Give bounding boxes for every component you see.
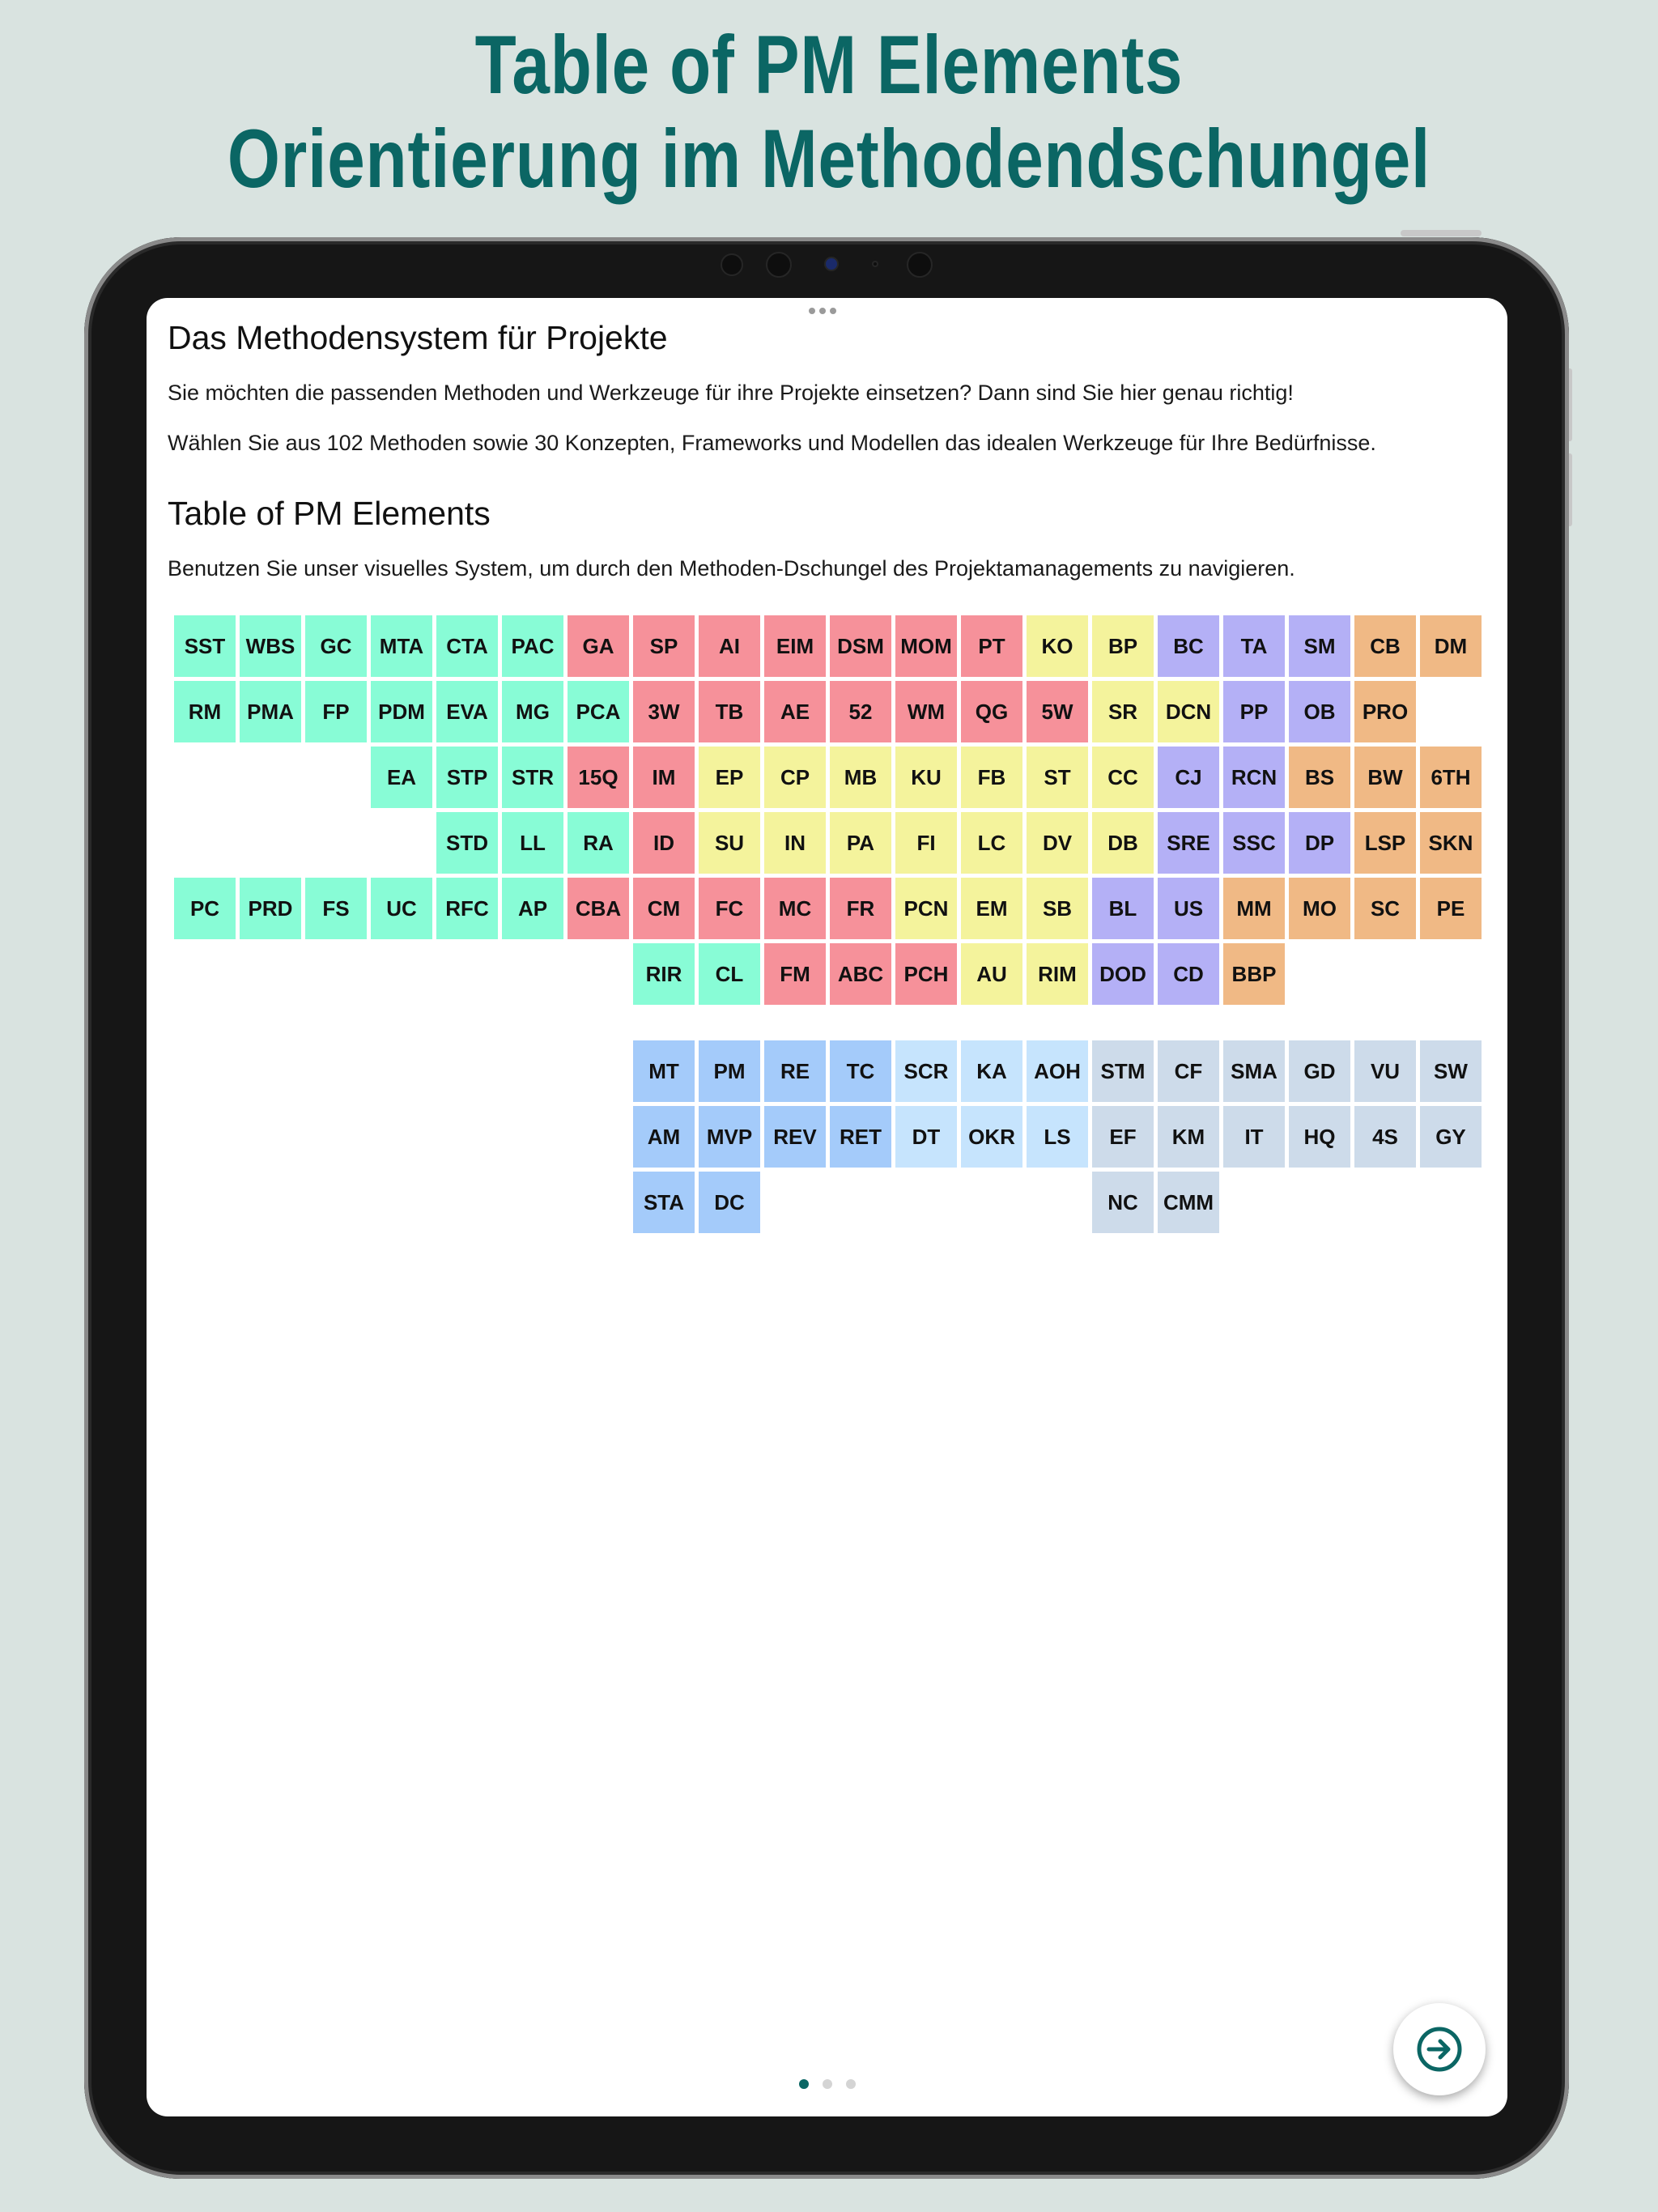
element-tile-5w[interactable]: 5W — [1027, 681, 1088, 742]
element-tile-cb[interactable]: CB — [1354, 615, 1416, 677]
element-tile-pdm[interactable]: PDM — [371, 681, 432, 742]
element-tile-mg[interactable]: MG — [502, 681, 563, 742]
element-tile-re[interactable]: RE — [764, 1040, 826, 1102]
element-tile-ko[interactable]: KO — [1027, 615, 1088, 677]
sensor-icon — [907, 252, 933, 278]
element-tile-pp[interactable]: PP — [1223, 681, 1285, 742]
element-tile-dv[interactable]: DV — [1027, 812, 1088, 874]
element-tile-cl[interactable]: CL — [699, 943, 760, 1005]
element-tile-ls[interactable]: LS — [1027, 1106, 1088, 1168]
element-tile-ssc[interactable]: SSC — [1223, 812, 1285, 874]
element-tile-pe[interactable]: PE — [1420, 878, 1482, 939]
element-tile-lsp[interactable]: LSP — [1354, 812, 1416, 874]
element-tile-eim[interactable]: EIM — [764, 615, 826, 677]
element-tile-pma[interactable]: PMA — [240, 681, 301, 742]
element-tile-bp[interactable]: BP — [1092, 615, 1154, 677]
element-tile-pt[interactable]: PT — [961, 615, 1022, 677]
sensor-icon — [766, 252, 792, 278]
element-tile-bw[interactable]: BW — [1354, 747, 1416, 808]
sheet-grabber-icon[interactable] — [809, 308, 836, 314]
page-dot[interactable] — [799, 2079, 809, 2089]
promo-title-line2: Orientierung im Methodendschungel — [227, 113, 1431, 205]
element-tile-pcn[interactable]: PCN — [895, 878, 957, 939]
element-tile-bc[interactable]: BC — [1158, 615, 1219, 677]
element-tile-sm[interactable]: SM — [1289, 615, 1350, 677]
element-tile-dc[interactable]: DC — [699, 1172, 760, 1233]
sensor-icon — [872, 261, 878, 267]
element-tile-fm[interactable]: FM — [764, 943, 826, 1005]
element-tile-qg[interactable]: QG — [961, 681, 1022, 742]
element-tile-mo[interactable]: MO — [1289, 878, 1350, 939]
element-tile-okr[interactable]: OKR — [961, 1106, 1022, 1168]
element-tile-ll[interactable]: LL — [502, 812, 563, 874]
element-tile-mc[interactable]: MC — [764, 878, 826, 939]
intro-text-2: Wählen Sie aus 102 Methoden sowie 30 Konzepten, Frameworks und Modellen das idealen Werkzeuge für Ihre Bedürfnisse. — [168, 431, 1376, 455]
element-tile-ta[interactable]: TA — [1223, 615, 1285, 677]
element-tile-rfc[interactable]: RFC — [436, 878, 498, 939]
element-tile-tc[interactable]: TC — [830, 1040, 891, 1102]
element-tile-fb[interactable]: FB — [961, 747, 1022, 808]
element-tile-ku[interactable]: KU — [895, 747, 957, 808]
element-tile-db[interactable]: DB — [1092, 812, 1154, 874]
element-tile-fr[interactable]: FR — [830, 878, 891, 939]
element-tile-str[interactable]: STR — [502, 747, 563, 808]
element-tile-rim[interactable]: RIM — [1027, 943, 1088, 1005]
element-tile-ob[interactable]: OB — [1289, 681, 1350, 742]
element-tile-ef[interactable]: EF — [1092, 1106, 1154, 1168]
page-dot[interactable] — [846, 2079, 856, 2089]
sensor-icon — [721, 253, 743, 276]
element-tile-rev[interactable]: REV — [764, 1106, 826, 1168]
element-tile-ka[interactable]: KA — [961, 1040, 1022, 1102]
element-tile-cj[interactable]: CJ — [1158, 747, 1219, 808]
element-tile-eva[interactable]: EVA — [436, 681, 498, 742]
element-tile-su[interactable]: SU — [699, 812, 760, 874]
element-tile-cm[interactable]: CM — [633, 878, 695, 939]
element-tile-sc[interactable]: SC — [1354, 878, 1416, 939]
element-tile-vu[interactable]: VU — [1354, 1040, 1416, 1102]
element-tile-au[interactable]: AU — [961, 943, 1022, 1005]
element-tile-ep[interactable]: EP — [699, 747, 760, 808]
tablet-frame — [84, 237, 1569, 2179]
element-tile-im[interactable]: IM — [633, 747, 695, 808]
element-tile-mm[interactable]: MM — [1223, 878, 1285, 939]
element-tile-pac[interactable]: PAC — [502, 615, 563, 677]
element-tile-us[interactable]: US — [1158, 878, 1219, 939]
element-tile-bs[interactable]: BS — [1289, 747, 1350, 808]
element-tile-cc[interactable]: CC — [1092, 747, 1154, 808]
element-tile-sw[interactable]: SW — [1420, 1040, 1482, 1102]
element-tile-pa[interactable]: PA — [830, 812, 891, 874]
element-tile-em[interactable]: EM — [961, 878, 1022, 939]
element-tile-cd[interactable]: CD — [1158, 943, 1219, 1005]
element-tile-tb[interactable]: TB — [699, 681, 760, 742]
element-tile-id[interactable]: ID — [633, 812, 695, 874]
next-button[interactable] — [1393, 2003, 1486, 2095]
element-tile-km[interactable]: KM — [1158, 1106, 1219, 1168]
element-tile-pm[interactable]: PM — [699, 1040, 760, 1102]
element-tile-abc[interactable]: ABC — [830, 943, 891, 1005]
element-tile-gy[interactable]: GY — [1420, 1106, 1482, 1168]
element-tile-ra[interactable]: RA — [568, 812, 629, 874]
element-tile-bbp[interactable]: BBP — [1223, 943, 1285, 1005]
element-tile-sta[interactable]: STA — [633, 1172, 695, 1233]
element-tile-3w[interactable]: 3W — [633, 681, 695, 742]
element-tile-in[interactable]: IN — [764, 812, 826, 874]
element-tile-fi[interactable]: FI — [895, 812, 957, 874]
element-tile-dsm[interactable]: DSM — [830, 615, 891, 677]
element-tile-ea[interactable]: EA — [371, 747, 432, 808]
element-tile-aoh[interactable]: AOH — [1027, 1040, 1088, 1102]
section-description: Benutzen Sie unser visuelles System, um durch den Methoden-Dschungel des Projektamanagements zu navigieren. — [168, 556, 1295, 581]
page-indicator[interactable] — [799, 2079, 856, 2089]
element-tile-pca[interactable]: PCA — [568, 681, 629, 742]
element-tile-sre[interactable]: SRE — [1158, 812, 1219, 874]
element-tile-sst[interactable]: SST — [174, 615, 236, 677]
element-tile-rm[interactable]: RM — [174, 681, 236, 742]
element-tile-hq[interactable]: HQ — [1289, 1106, 1350, 1168]
element-tile-it[interactable]: IT — [1223, 1106, 1285, 1168]
element-tile-sp[interactable]: SP — [633, 615, 695, 677]
element-tile-cmm[interactable]: CMM — [1158, 1172, 1219, 1233]
promo-title-line1: Table of PM Elements — [474, 19, 1184, 111]
element-tile-52[interactable]: 52 — [830, 681, 891, 742]
element-tile-dt[interactable]: DT — [895, 1106, 957, 1168]
element-tile-gd[interactable]: GD — [1289, 1040, 1350, 1102]
element-tile-sb[interactable]: SB — [1027, 878, 1088, 939]
element-tile-ae[interactable]: AE — [764, 681, 826, 742]
element-tile-rir[interactable]: RIR — [633, 943, 695, 1005]
element-tile-prd[interactable]: PRD — [240, 878, 301, 939]
element-tile-rcn[interactable]: RCN — [1223, 747, 1285, 808]
element-tile-fc[interactable]: FC — [699, 878, 760, 939]
element-tile-mom[interactable]: MOM — [895, 615, 957, 677]
element-tile-cf[interactable]: CF — [1158, 1040, 1219, 1102]
element-tile-cta[interactable]: CTA — [436, 615, 498, 677]
element-tile-cp[interactable]: CP — [764, 747, 826, 808]
element-tile-scr[interactable]: SCR — [895, 1040, 957, 1102]
element-tile-ga[interactable]: GA — [568, 615, 629, 677]
element-tile-std[interactable]: STD — [436, 812, 498, 874]
intro-text-1: Sie möchten die passenden Methoden und Werkzeuge für ihre Projekte einsetzen? Dann sind Sie hier genau richtig! — [168, 381, 1294, 405]
element-tile-ret[interactable]: RET — [830, 1106, 891, 1168]
element-tile-cba[interactable]: CBA — [568, 878, 629, 939]
element-tile-6th[interactable]: 6TH — [1420, 747, 1482, 808]
section-title: Table of PM Elements — [168, 495, 491, 532]
element-tile-uc[interactable]: UC — [371, 878, 432, 939]
element-tile-wbs[interactable]: WBS — [240, 615, 301, 677]
element-tile-sr[interactable]: SR — [1092, 681, 1154, 742]
element-tile-st[interactable]: ST — [1027, 747, 1088, 808]
element-tile-stm[interactable]: STM — [1092, 1040, 1154, 1102]
element-tile-am[interactable]: AM — [633, 1106, 695, 1168]
element-tile-pc[interactable]: PC — [174, 878, 236, 939]
element-tile-ai[interactable]: AI — [699, 615, 760, 677]
element-tile-nc[interactable]: NC — [1092, 1172, 1154, 1233]
element-tile-sma[interactable]: SMA — [1223, 1040, 1285, 1102]
element-tile-pro[interactable]: PRO — [1354, 681, 1416, 742]
promo-title — [149, 18, 1508, 206]
element-tile-stp[interactable]: STP — [436, 747, 498, 808]
element-tile-4s[interactable]: 4S — [1354, 1106, 1416, 1168]
top-button — [1401, 230, 1482, 236]
element-tile-lc[interactable]: LC — [961, 812, 1022, 874]
element-tile-dp[interactable]: DP — [1289, 812, 1350, 874]
element-tile-fs[interactable]: FS — [305, 878, 367, 939]
element-tile-fp[interactable]: FP — [305, 681, 367, 742]
element-tile-ap[interactable]: AP — [502, 878, 563, 939]
element-tile-dm[interactable]: DM — [1420, 615, 1482, 677]
element-tile-dcn[interactable]: DCN — [1158, 681, 1219, 742]
page-dot[interactable] — [823, 2079, 832, 2089]
app-screen — [147, 298, 1507, 2116]
element-tile-wm[interactable]: WM — [895, 681, 957, 742]
element-tile-bl[interactable]: BL — [1092, 878, 1154, 939]
element-tile-dod[interactable]: DOD — [1092, 943, 1154, 1005]
element-tile-mt[interactable]: MT — [633, 1040, 695, 1102]
element-tile-15q[interactable]: 15Q — [568, 747, 629, 808]
arrow-right-circle-icon — [1415, 2025, 1464, 2074]
element-tile-mb[interactable]: MB — [830, 747, 891, 808]
element-tile-mta[interactable]: MTA — [371, 615, 432, 677]
element-tile-pch[interactable]: PCH — [895, 943, 957, 1005]
camera-icon — [824, 257, 839, 271]
element-tile-mvp[interactable]: MVP — [699, 1106, 760, 1168]
element-tile-skn[interactable]: SKN — [1420, 812, 1482, 874]
page-heading: Das Methodensystem für Projekte — [168, 319, 668, 356]
element-tile-gc[interactable]: GC — [305, 615, 367, 677]
